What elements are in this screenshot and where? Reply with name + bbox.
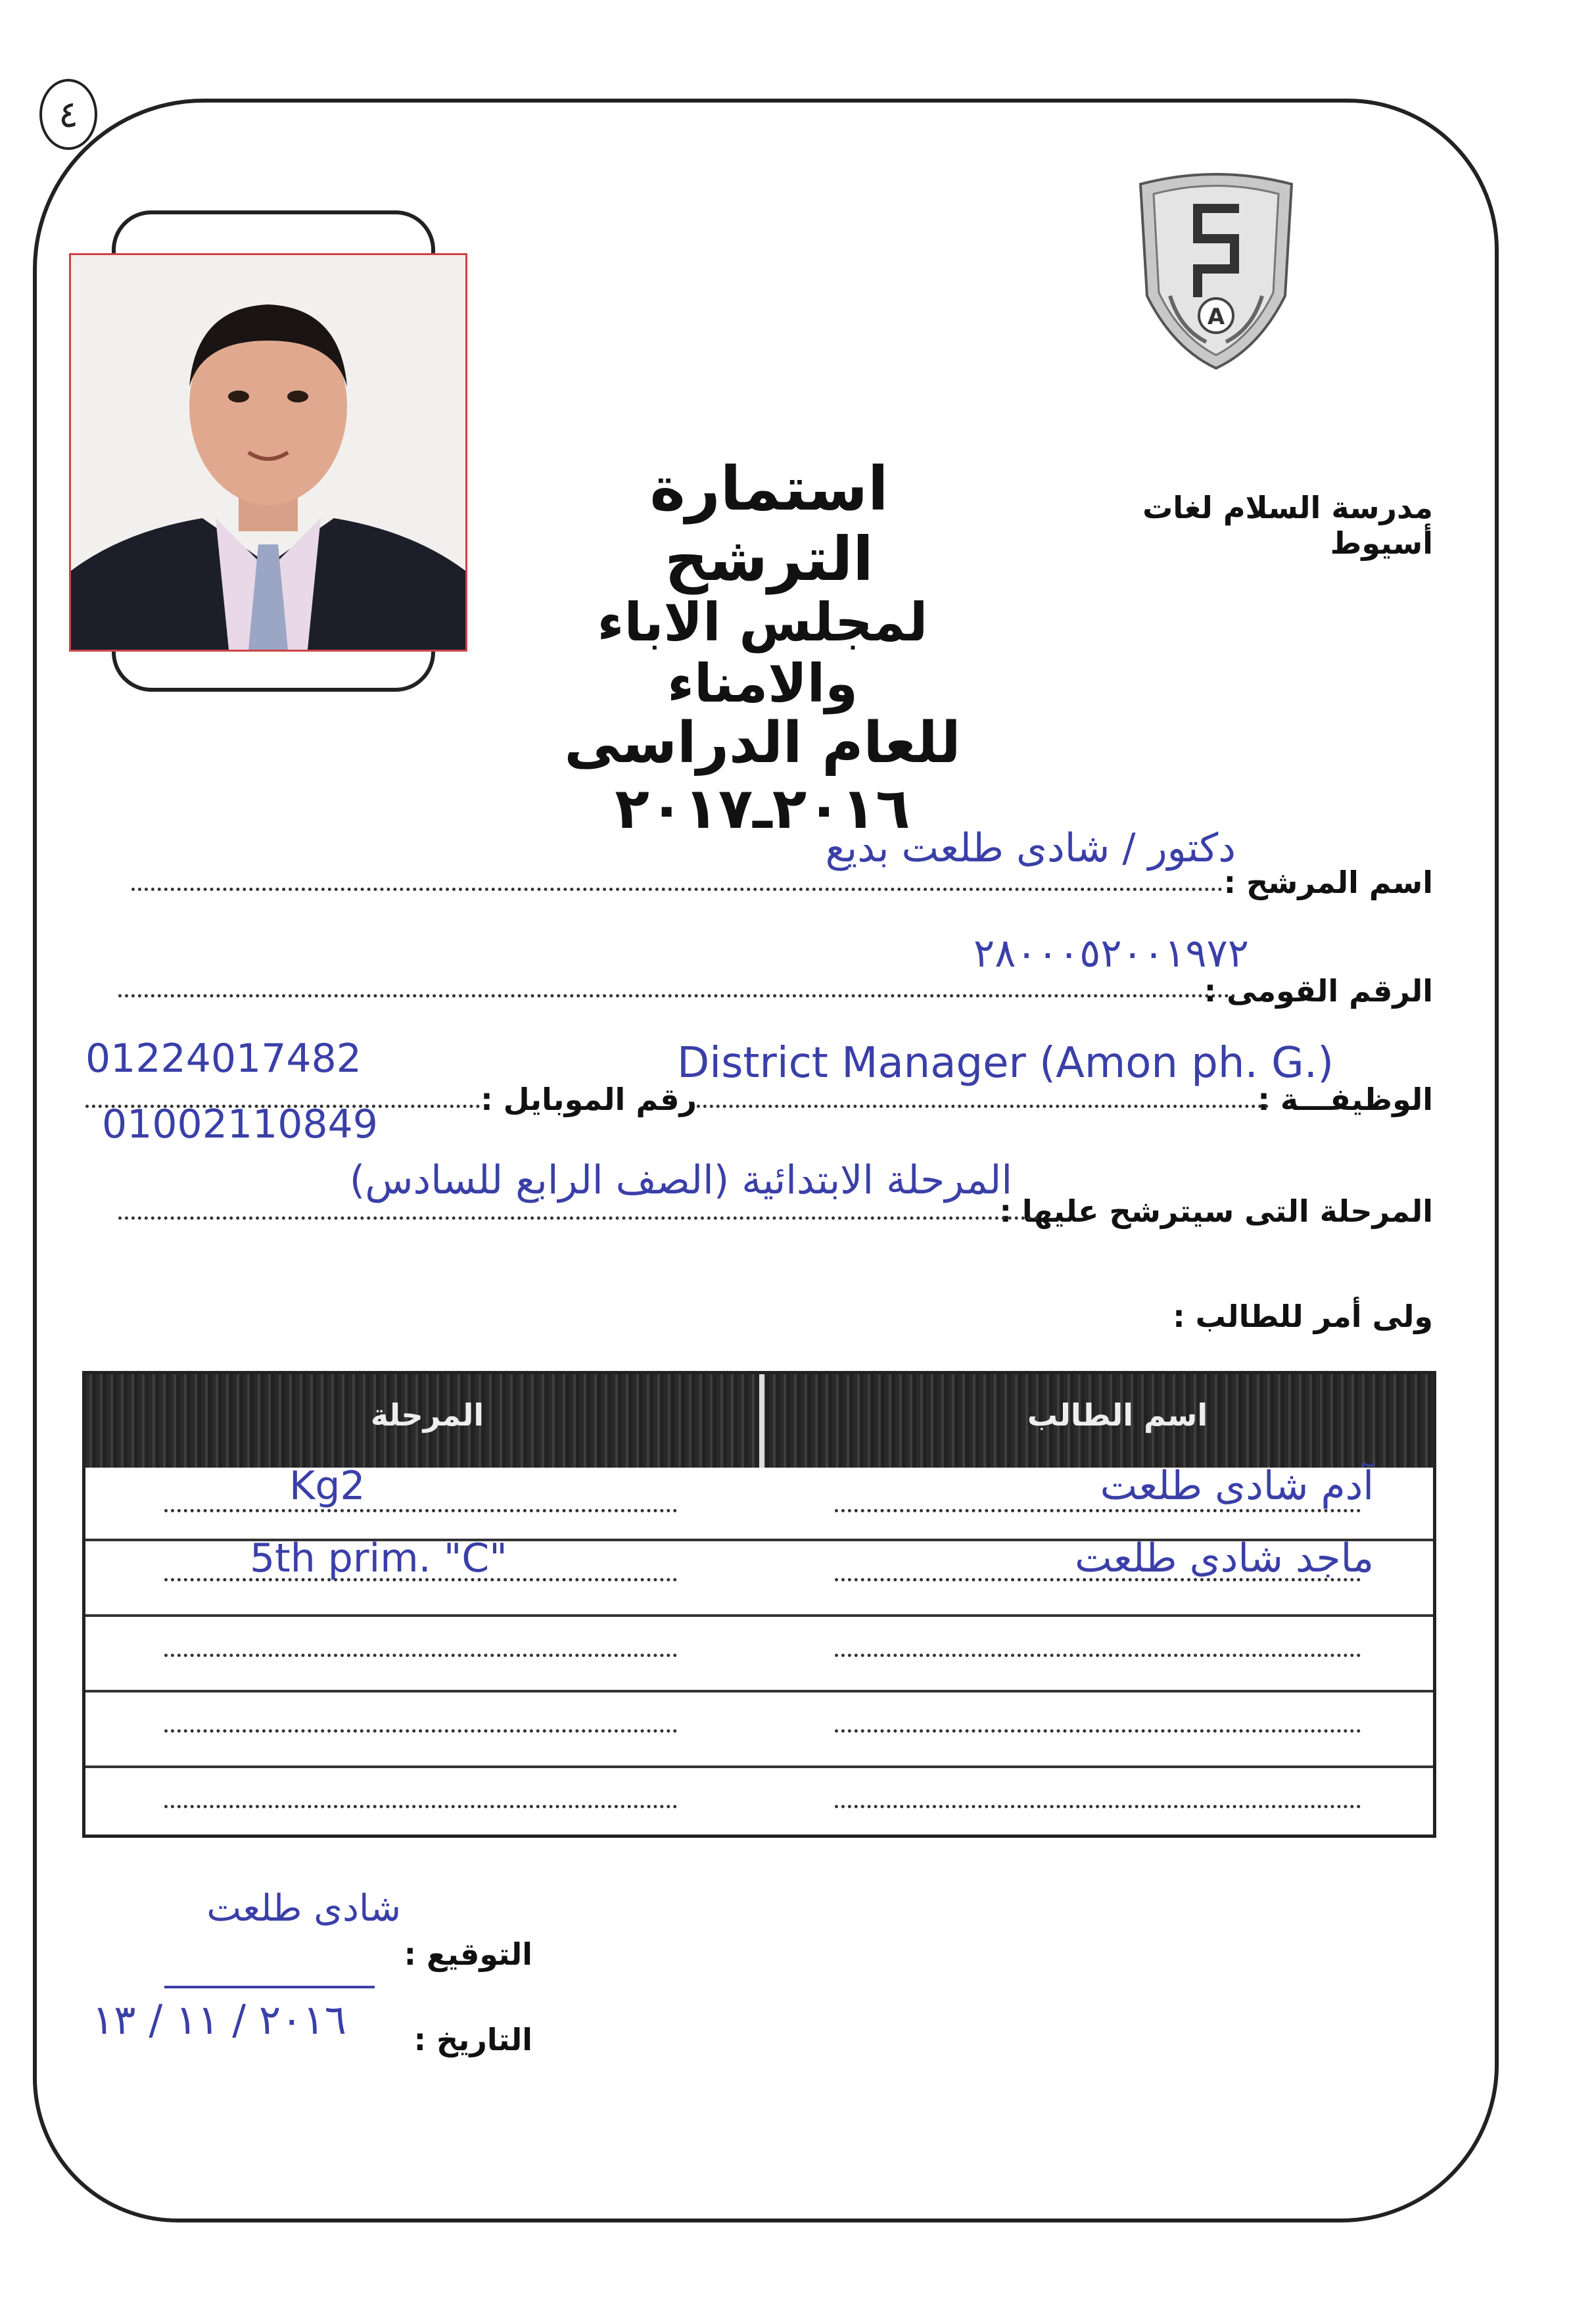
form-title: استمارة الترشح xyxy=(649,454,889,594)
stage-line xyxy=(118,1216,1039,1220)
header-student-name: اسم الطالب xyxy=(1027,1397,1208,1433)
national-id-label: الرقم القومى : xyxy=(1204,973,1433,1009)
job-label: الوظيفـــة : xyxy=(1257,1082,1433,1117)
date-value: ٢٠١٦ / ١١ / ١٣ xyxy=(92,1996,347,2044)
date-label: التاريخ : xyxy=(413,2022,532,2057)
school-name: مدرسة السلام لغات أسيوط xyxy=(1142,490,1433,561)
mobile-value-1: 01224017482 xyxy=(85,1036,362,1082)
mobile-label: رقم الموبايل : xyxy=(481,1082,697,1117)
national-id-value: ٢٨٠٠٠٥٢٠٠١٩٧٢ xyxy=(974,930,1249,976)
row-1-name-line xyxy=(835,1509,1361,1512)
row-3-name-line xyxy=(835,1654,1361,1657)
signature-underline xyxy=(164,1986,375,1988)
candidate-photo xyxy=(69,253,467,652)
council-title: لمجلس الاباء والامناء xyxy=(597,592,928,714)
candidate-name-line xyxy=(131,888,1223,891)
header-stage: المرحلة xyxy=(370,1397,484,1433)
row-1-student-name: آدم شادى طلعت xyxy=(1100,1463,1374,1509)
guardian-label: ولى أمر للطالب : xyxy=(1173,1299,1433,1334)
table-header-divider xyxy=(759,1374,764,1468)
row-divider xyxy=(85,1765,1433,1768)
signature-value: شادى طلعت xyxy=(206,1887,401,1930)
candidate-name-value: دكتور / شادى طلعت بديع xyxy=(825,825,1236,871)
year-title: للعام الدراسى ٢٠١٦ـ٢٠١٧ xyxy=(564,710,961,842)
page-number: ٤ xyxy=(39,79,97,150)
stage-value: المرحلة الابتدائية (الصف الرابع للسادس) xyxy=(349,1157,1012,1203)
row-4-name-line xyxy=(835,1729,1361,1733)
national-id-line xyxy=(118,994,1236,997)
mobile-value-2: 01002110849 xyxy=(102,1101,378,1147)
row-1-stage-line xyxy=(164,1509,677,1512)
row-divider xyxy=(85,1690,1433,1692)
row-1-student-stage: Kg2 xyxy=(289,1463,365,1509)
row-divider xyxy=(85,1614,1433,1617)
school-logo xyxy=(1127,164,1305,375)
row-2-student-name: ماجد شادى طلعت xyxy=(1075,1535,1374,1581)
job-value: District Manager (Amon ph. G.) xyxy=(677,1039,1334,1088)
row-4-stage-line xyxy=(164,1729,677,1733)
row-5-stage-line xyxy=(164,1805,677,1808)
row-3-stage-line xyxy=(164,1654,677,1657)
stage-label: المرحلة التى سيترشح عليها : xyxy=(999,1193,1433,1229)
row-2-student-stage: 5th prim. "C" xyxy=(250,1535,507,1581)
svg-text:A: A xyxy=(1207,304,1225,330)
job-line xyxy=(690,1105,1269,1108)
row-5-name-line xyxy=(835,1805,1361,1808)
signature-label: التوقيع : xyxy=(404,1936,532,1972)
candidate-name-label: اسم المرشح : xyxy=(1223,865,1433,900)
